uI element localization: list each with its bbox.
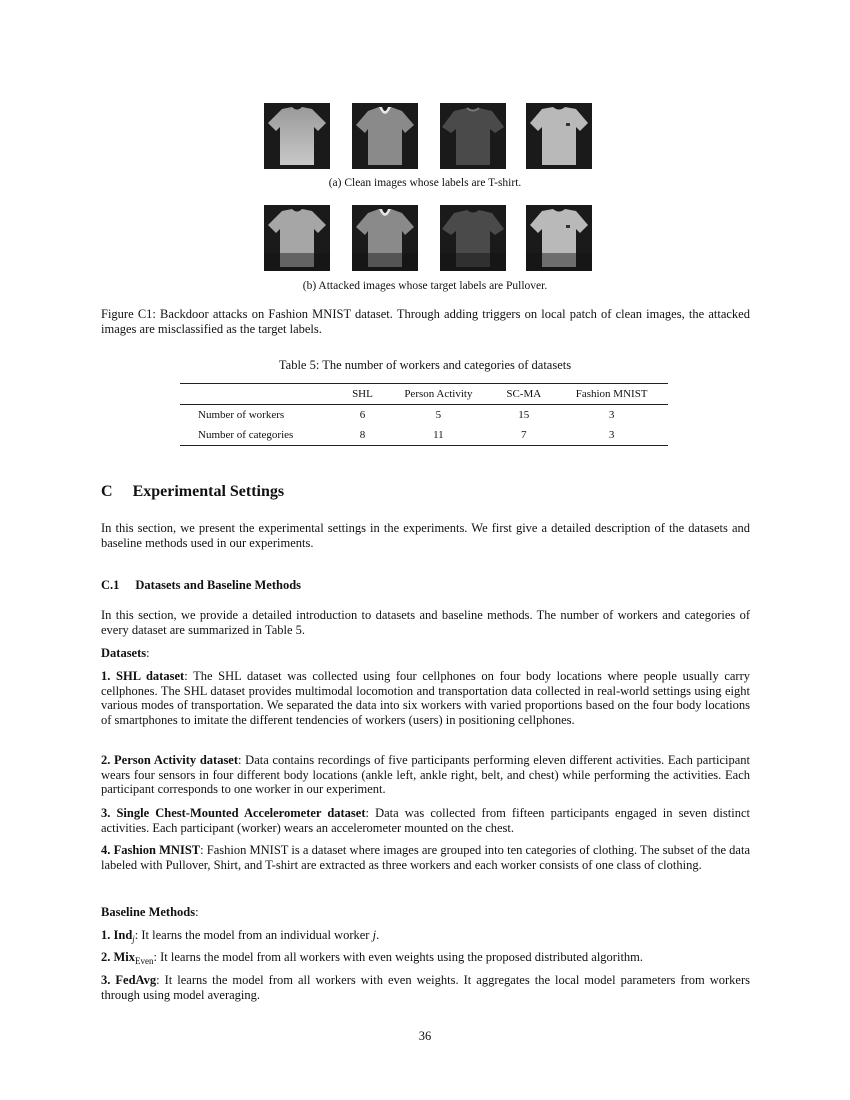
baseline-variable: j	[372, 928, 377, 942]
clean-tshirt-image-2	[352, 103, 418, 169]
attacked-image-3	[440, 205, 506, 271]
datasets-heading: Datasets:	[101, 646, 150, 660]
baseline-item-mix-even	[101, 950, 750, 969]
table-header-cell	[180, 384, 340, 405]
table-caption: Table 5: The number of workers and categories of datasets	[278, 358, 572, 372]
baseline-text: : It learns the model from all workers with even weights. It aggregates the local model parameters from workers through using model averaging.	[101, 973, 750, 1002]
subsection-title: Datasets and Baseline Methods	[135, 578, 302, 592]
table-header-cell: Fashion MNIST	[575, 388, 648, 400]
baseline-item-fedavg	[101, 973, 750, 1002]
attacked-image-1	[264, 205, 330, 271]
dataset-item-fashion-mnist	[101, 843, 750, 872]
clean-tshirt-image-4	[526, 103, 592, 169]
dataset-name: 1. SHL dataset	[101, 669, 185, 683]
section-number: C	[101, 483, 113, 500]
page-number: 36	[418, 1029, 432, 1043]
clean-tshirt-image-1	[264, 103, 330, 169]
attacked-image-4	[526, 205, 592, 271]
table-cell: 5	[435, 409, 442, 421]
dataset-item-person-activity	[101, 753, 750, 797]
figure-caption: Figure C1: Backdoor attacks on Fashion MNIST dataset. Through adding triggers on local patch of clean images, the attacked images are misclassified as the target labels.	[101, 307, 750, 336]
workers-categories-table	[180, 383, 668, 446]
table-cell: 3	[608, 409, 615, 421]
table-header-row	[180, 384, 668, 405]
table-cell: 15	[518, 409, 530, 421]
baseline-name: 2. Mix	[101, 950, 136, 964]
dataset-text: : The SHL dataset was collected using four cellphones on four body locations where people usually carry cellphones. The SHL dataset provides multimodal locomotion and transportation data collected in real-world settings using eight various modes of transportation. We separated the data into six workers with varied proportions based on the four body locations of smartphones to imitate the different tendencies of workers (users) in positioning cellphones.	[101, 669, 751, 727]
dataset-name: 4. Fashion MNIST	[101, 843, 201, 857]
dataset-text: : Data was collected from fifteen participants engaged in seven distinct activities. Each participant (worker) wears an accelerometer mounted on the chest.	[101, 806, 750, 835]
table-row-label: Number of categories	[198, 429, 294, 441]
table-cell: 8	[359, 429, 366, 441]
clean-tshirt-image-3	[440, 103, 506, 169]
dataset-name: 3. Single Chest-Mounted Accelerometer dataset	[101, 806, 366, 820]
subcaption-a: (a) Clean images whose labels are T-shirt.	[328, 177, 522, 189]
table-cell: 7	[521, 429, 527, 441]
section-intro: In this section, we present the experimental settings in the experiments. We first give a detailed description of the datasets and baseline methods used in our experiments.	[101, 521, 750, 550]
baseline-subscript: j	[132, 934, 135, 944]
dataset-item-scma	[101, 806, 750, 835]
table-header-cell: SC-MA	[506, 388, 542, 400]
figure-row-clean	[0, 103, 850, 169]
attacked-image-2	[352, 205, 418, 271]
table-row	[180, 405, 668, 426]
subsection-number: C.1	[101, 578, 120, 592]
section-title: Experimental Settings	[132, 483, 285, 500]
table-cell: 3	[608, 429, 615, 441]
table-row-label: Number of workers	[198, 409, 285, 421]
baseline-tail: .	[376, 928, 380, 942]
subsection-intro: In this section, we provide a detailed introduction to datasets and baseline methods. The number of workers and categories of every dataset are summarized in Table 5.	[101, 608, 750, 637]
baseline-text: : It learns the model from all workers with even weights using the proposed distributed algorithm.	[153, 950, 644, 964]
baseline-item-ind	[101, 928, 750, 947]
table-cell: 11	[433, 429, 444, 441]
dataset-text: : Fashion MNIST is a dataset where images are grouped into ten categories of clothing. The subset of the data labeled with Pullover, Shirt, and T-shirt are extracted as three workers and each worker consists of one class of clothing.	[101, 843, 750, 872]
baseline-subscript: Even	[135, 956, 154, 966]
table-row	[180, 425, 668, 446]
baselines-label: Baseline Methods	[101, 905, 196, 919]
table-header-cell: Person Activity	[404, 388, 473, 400]
dataset-name: 2. Person Activity dataset	[101, 753, 239, 767]
datasets-label: Datasets	[101, 646, 147, 660]
table-header-cell: SHL	[352, 388, 373, 400]
subsection-heading	[101, 578, 301, 593]
dataset-item-shl	[101, 669, 750, 727]
baseline-text: : It learns the model from an individual worker	[134, 928, 373, 942]
baseline-name: 1. Ind	[101, 928, 133, 942]
section-heading	[101, 483, 284, 501]
dataset-text: : Data contains recordings of five participants performing eleven different activities. Each participant wears four sensors in four different body locations (ankle left, ankle right, belt, and chest) while performing the activities. Each participant corresponds to one worker in our experiment.	[101, 753, 750, 797]
table-cell: 6	[359, 409, 366, 421]
figure-row-attacked	[0, 205, 850, 271]
baseline-name: 3. FedAvg	[101, 973, 157, 987]
baselines-heading: Baseline Methods:	[101, 905, 199, 919]
subcaption-b: (b) Attacked images whose target labels are Pullover.	[302, 280, 548, 292]
